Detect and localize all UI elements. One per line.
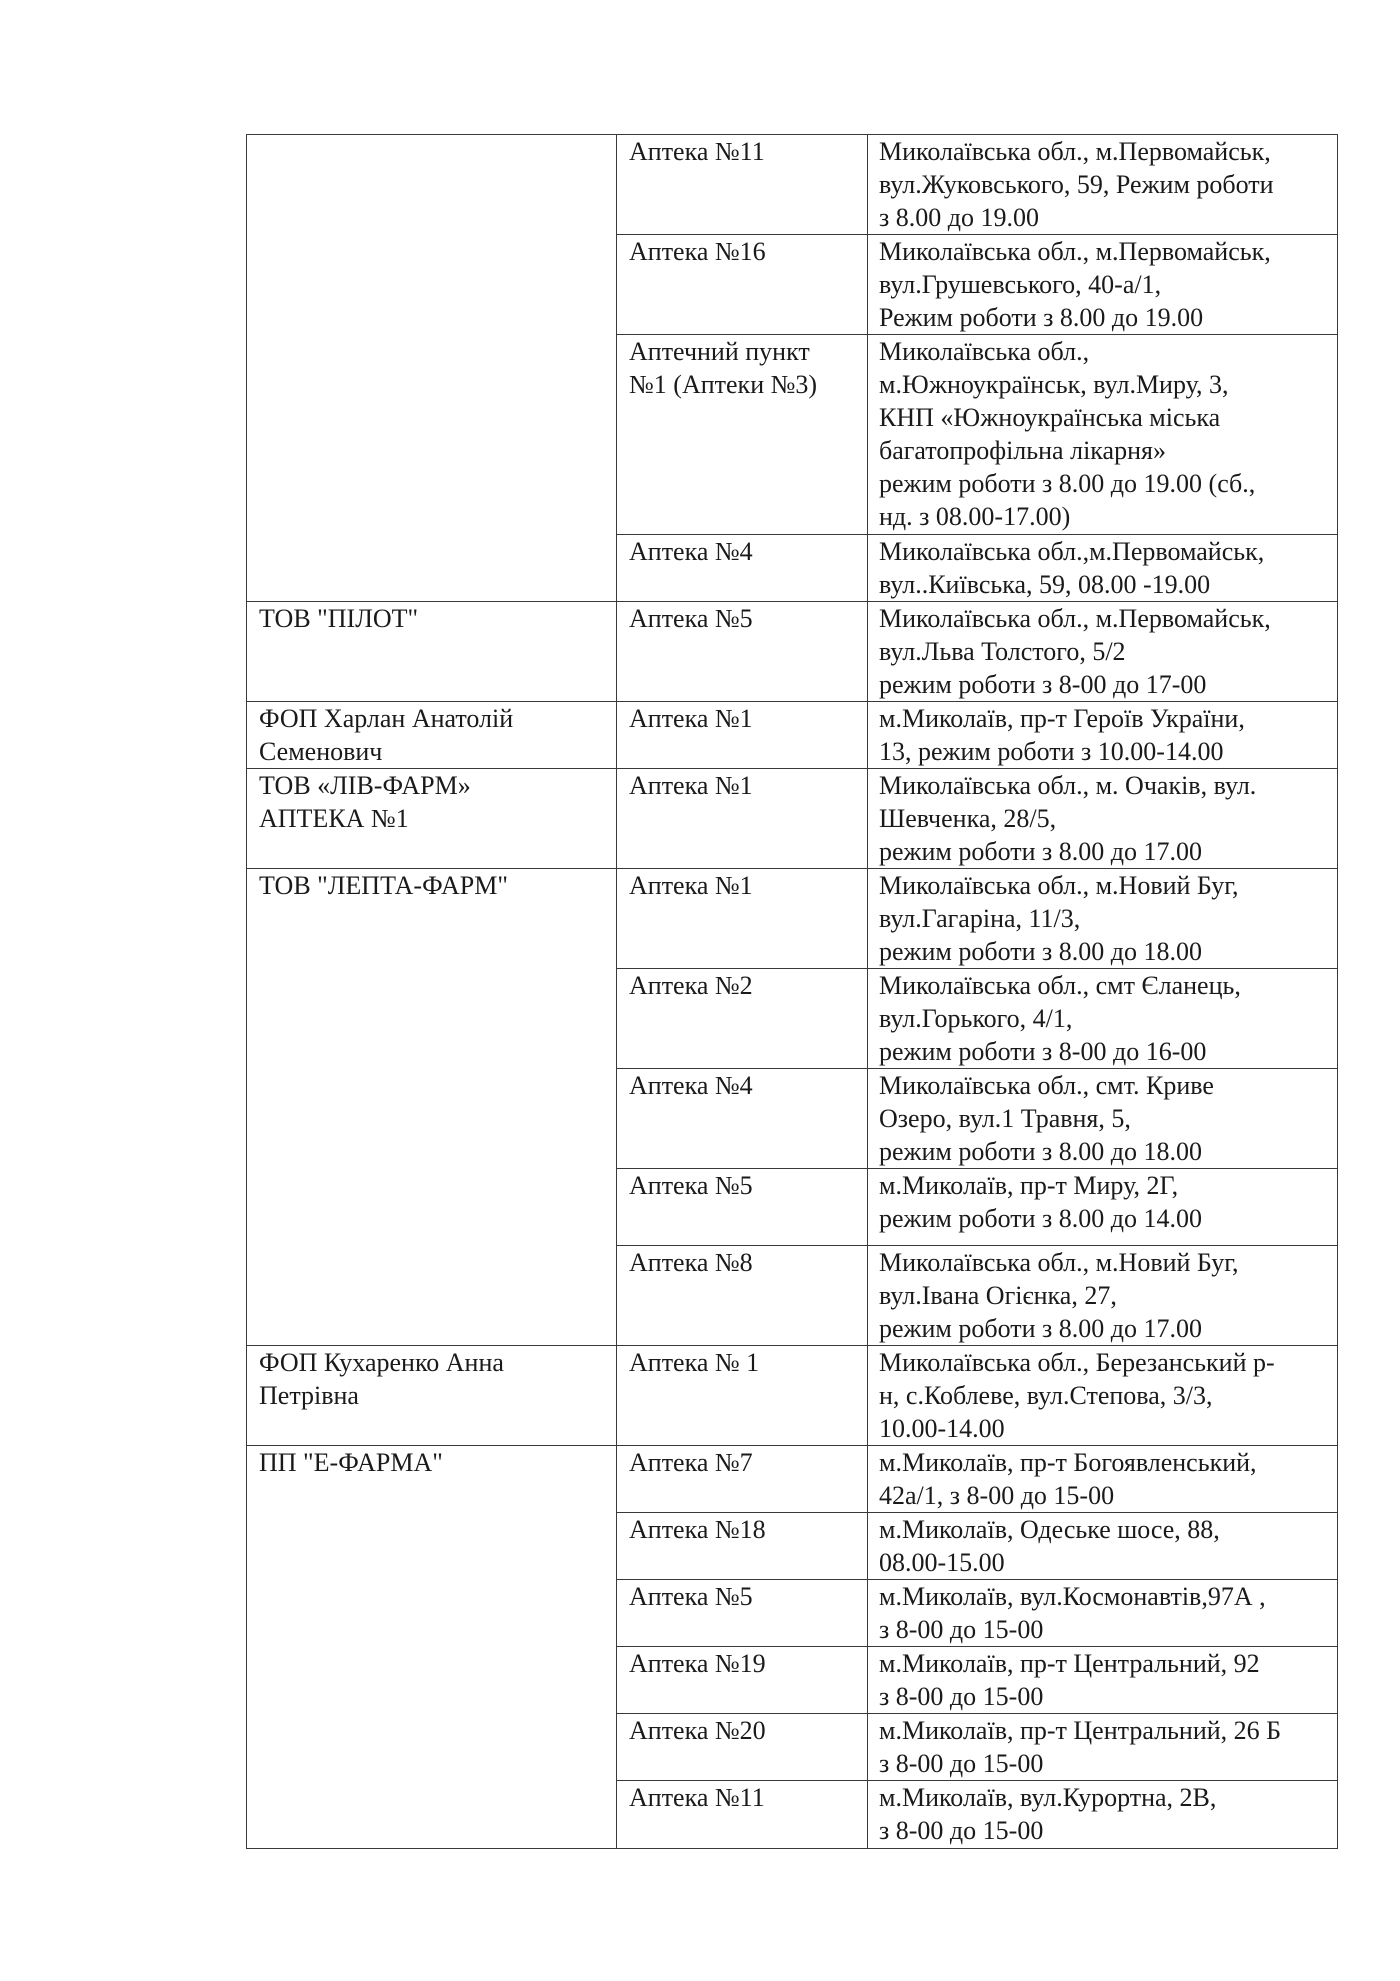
table-row (247, 602, 1338, 702)
pharmacy-name-cell: Аптека №5 (617, 1169, 868, 1246)
pharmacy-name-cell: Аптека №5 (617, 602, 868, 702)
pharmacy-name-cell: Аптека №18 (617, 1513, 868, 1580)
pharmacy-name-cell: Аптека №11 (617, 1781, 868, 1849)
address-hours-cell: Миколаївська обл.,м.Первомайськ, вул..Київська, 59, 08.00 -19.00 (868, 535, 1338, 602)
pharmacy-name-cell: Аптека №1 (617, 769, 868, 869)
organization-cell: ФОП Харлан Анатолій Семенович (247, 702, 617, 769)
pharmacy-name-cell: Аптечний пункт №1 (Аптеки №3) (617, 335, 868, 535)
pharmacy-name-cell: Аптека №1 (617, 702, 868, 769)
table-row (247, 702, 1338, 769)
organization-cell: ТОВ "ЛЕПТА-ФАРМ" (247, 869, 617, 1346)
pharmacy-name-cell: Аптека №8 (617, 1246, 868, 1346)
table-row (247, 869, 1338, 969)
address-hours-cell: Миколаївська обл., м.Первомайськ, вул.Грушевського, 40-а/1, Режим роботи з 8.00 до 19.00 (868, 235, 1338, 335)
organization-cell: ТОВ «ЛІВ-ФАРМ» АПТЕКА №1 (247, 769, 617, 869)
organization-cell: ФОП Кухаренко Анна Петрівна (247, 1346, 617, 1446)
address-hours-cell: Миколаївська обл., Березанський р- н, с.Коблеве, вул.Степова, 3/3, 10.00-14.00 (868, 1346, 1338, 1446)
pharmacy-name-cell: Аптека №7 (617, 1446, 868, 1513)
address-hours-cell: м.Миколаїв, пр-т Центральний, 26 Б з 8-00 до 15-00 (868, 1714, 1338, 1781)
organization-cell: ТОВ "ПІЛОТ" (247, 602, 617, 702)
address-hours-cell: Миколаївська обл., смт. Криве Озеро, вул.1 Травня, 5, режим роботи з 8.00 до 18.00 (868, 1069, 1338, 1169)
pharmacy-name-cell: Аптека №20 (617, 1714, 868, 1781)
address-hours-cell: м.Миколаїв, вул.Космонавтів,97А , з 8-00 до 15-00 (868, 1580, 1338, 1647)
pharmacy-name-cell: Аптека №4 (617, 1069, 868, 1169)
table-row (247, 1446, 1338, 1513)
address-hours-cell: Миколаївська обл., м.Южноукраїнськ, вул.Миру, 3, КНП «Южноукраїнська міська багатопрофільна лікарня» режим роботи з 8.00 до 19.00 (сб., нд. з 08.00-17.00) (868, 335, 1338, 535)
pharmacy-name-cell: Аптека №1 (617, 869, 868, 969)
pharmacy-name-cell: Аптека №5 (617, 1580, 868, 1647)
address-hours-cell: Миколаївська обл., смт Єланець, вул.Горького, 4/1, режим роботи з 8-00 до 16-00 (868, 969, 1338, 1069)
address-hours-cell: Миколаївська обл., м.Новий Буг, вул.Івана Огієнка, 27, режим роботи з 8.00 до 17.00 (868, 1246, 1338, 1346)
organization-cell (247, 135, 617, 602)
pharmacy-name-cell: Аптека №4 (617, 535, 868, 602)
pharmacy-name-cell: Аптека №2 (617, 969, 868, 1069)
address-hours-cell: Миколаївська обл., м.Первомайськ, вул.Льва Толстого, 5/2 режим роботи з 8-00 до 17-00 (868, 602, 1338, 702)
pharmacy-name-cell: Аптека № 1 (617, 1346, 868, 1446)
pharmacy-name-cell: Аптека №11 (617, 135, 868, 235)
address-hours-cell: м.Миколаїв, пр-т Миру, 2Г, режим роботи з 8.00 до 14.00 (868, 1169, 1338, 1246)
address-hours-cell: м.Миколаїв, вул.Курортна, 2В, з 8-00 до 15-00 (868, 1781, 1338, 1849)
address-hours-cell: м.Миколаїв, Одеське шосе, 88, 08.00-15.00 (868, 1513, 1338, 1580)
address-hours-cell: м.Миколаїв, пр-т Героїв України, 13, режим роботи з 10.00-14.00 (868, 702, 1338, 769)
pharmacy-table (246, 134, 1338, 1849)
pharmacy-table-body (247, 135, 1338, 1849)
address-hours-cell: Миколаївська обл., м.Первомайськ, вул.Жуковського, 59, Режим роботи з 8.00 до 19.00 (868, 135, 1338, 235)
table-row (247, 769, 1338, 869)
pharmacy-name-cell: Аптека №16 (617, 235, 868, 335)
address-hours-cell: м.Миколаїв, пр-т Богоявленський, 42а/1, з 8-00 до 15-00 (868, 1446, 1338, 1513)
table-row (247, 1346, 1338, 1446)
organization-cell: ПП "Е-ФАРМА" (247, 1446, 617, 1849)
address-hours-cell: Миколаївська обл., м. Очаків, вул. Шевченка, 28/5, режим роботи з 8.00 до 17.00 (868, 769, 1338, 869)
address-hours-cell: Миколаївська обл., м.Новий Буг, вул.Гагаріна, 11/3, режим роботи з 8.00 до 18.00 (868, 869, 1338, 969)
address-hours-cell: м.Миколаїв, пр-т Центральний, 92 з 8-00 до 15-00 (868, 1647, 1338, 1714)
table-row (247, 135, 1338, 235)
pharmacy-name-cell: Аптека №19 (617, 1647, 868, 1714)
